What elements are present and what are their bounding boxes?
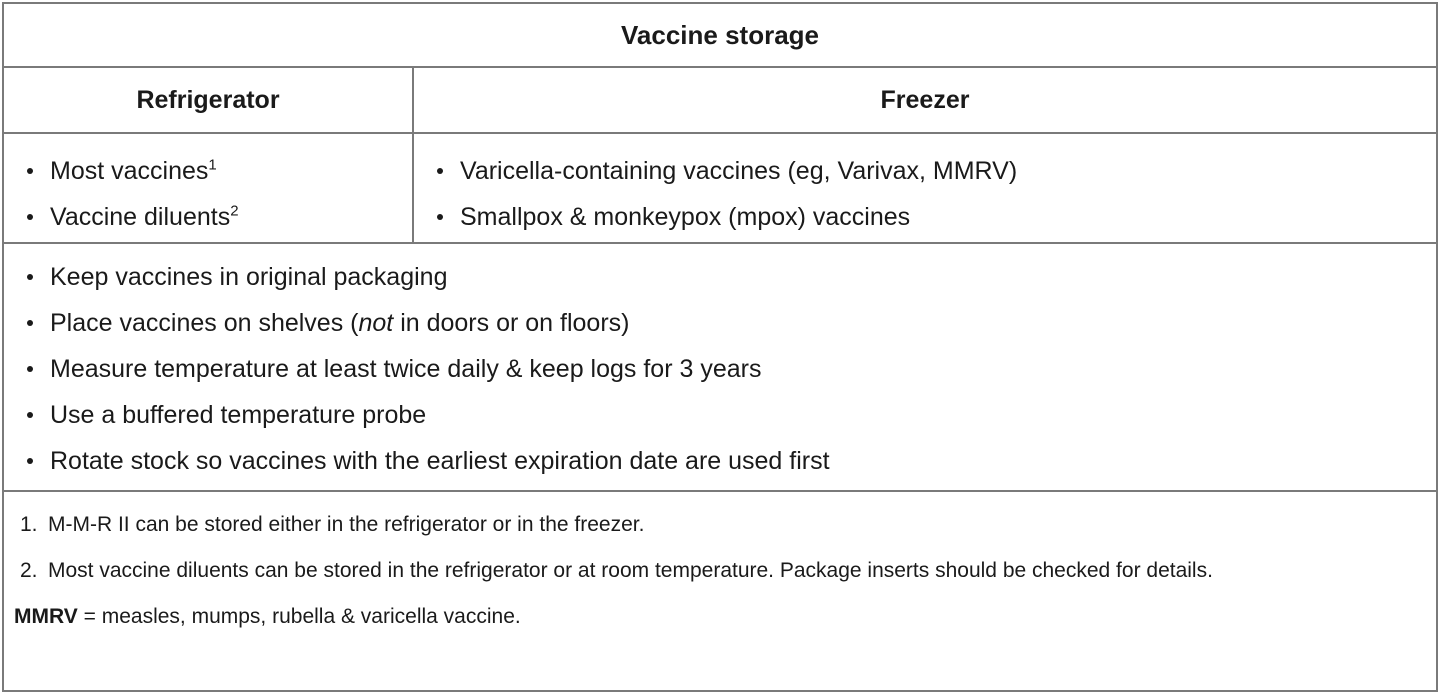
abbreviation-definition: = measles, mumps, rubella & varicella vaccine. xyxy=(77,605,521,628)
column-header-row xyxy=(4,68,1436,134)
refrigerator-list xyxy=(4,148,412,240)
list-item: Smallpox & monkeypox (mpox) vaccines xyxy=(414,194,1436,240)
footnote-list xyxy=(4,502,1436,594)
footnote: 2. Most vaccine diluents can be stored in the refrigerator or at room temperature. Package inserts should be checked for details. xyxy=(4,548,1436,594)
freezer-list xyxy=(414,148,1436,240)
list-item: Most vaccines$^1$ xyxy=(4,148,412,194)
storage-location-row xyxy=(4,134,1436,244)
list-item: Keep vaccines in original packaging xyxy=(4,254,1436,300)
general-tips-row xyxy=(4,244,1436,492)
refrigerator-cell xyxy=(4,134,414,242)
table-title: Vaccine storage xyxy=(4,4,1436,68)
footnote-number: 1. xyxy=(20,513,38,536)
list-item: Measure temperature at least twice daily & keep logs for 3 years xyxy=(4,346,1436,392)
footnote-ref: 1 xyxy=(208,156,217,174)
refrigerator-header: Refrigerator xyxy=(4,68,414,132)
list-item: Use a buffered temperature probe xyxy=(4,392,1436,438)
list-item: Vaccine diluents$^2$ xyxy=(4,194,412,240)
abbreviation-term: MMRV xyxy=(14,605,78,628)
list-item: Rotate stock so vaccines with the earliest expiration date are used first xyxy=(4,438,1436,484)
freezer-header: Freezer xyxy=(880,85,970,114)
list-item: Place vaccines on shelves (not in doors or on floors) xyxy=(4,300,1436,346)
emphasis: not xyxy=(358,309,394,337)
general-tips-list xyxy=(4,254,1436,484)
footnotes-section xyxy=(4,492,1436,690)
list-item: Varicella-containing vaccines (eg, Varivax, MMRV) xyxy=(414,148,1436,194)
footnote-number: 2. xyxy=(20,559,38,582)
vaccine-storage-table xyxy=(2,2,1438,692)
freezer-cell xyxy=(414,134,1436,242)
footnote: 1. M-M-R II can be stored either in the refrigerator or in the freezer. xyxy=(4,502,1436,548)
footnote-ref: 2 xyxy=(230,202,239,220)
abbreviation-note xyxy=(4,594,1436,640)
